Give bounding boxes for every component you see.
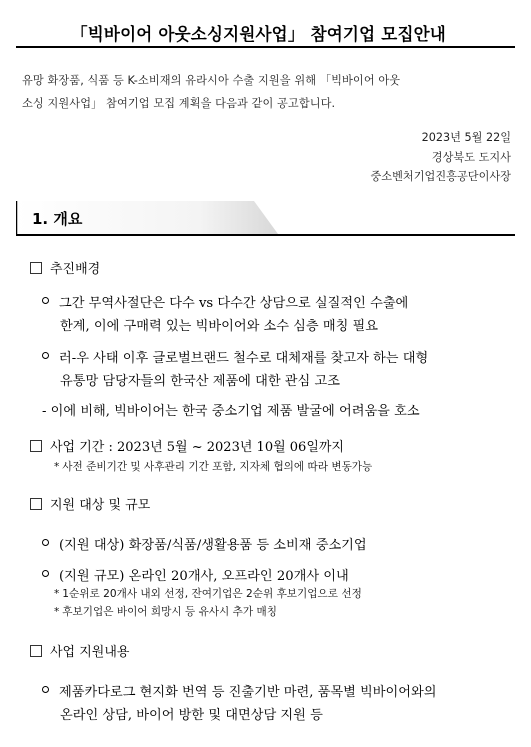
content-line-1: 제품카다로그 현지화 번역 등 진출기반 마련, 품목별 빅바이어와의 (59, 685, 437, 700)
asterisk-icon: * (54, 606, 60, 618)
background-item-2-line-1: 러-우 사태 이후 글로벌브랜드 철수로 대체재를 찾고자 하는 대형 (59, 351, 429, 366)
heading-target (30, 494, 150, 513)
checkbox-square-icon (30, 498, 42, 510)
heading-content (30, 641, 129, 660)
content-line-2: 온라인 상담, 바이어 방한 및 대면상담 지원 등 (60, 708, 323, 723)
period-note (54, 459, 372, 474)
checkbox-square-icon (30, 440, 42, 452)
title-underline (16, 46, 515, 48)
section-title: 1. 개요 (32, 210, 83, 228)
page-title: 「빅바이어 아웃소싱지원사업」 참여기업 모집안내 (70, 25, 447, 45)
circle-bullet-icon (42, 570, 49, 577)
background-item-1-line-2: 한계, 이에 구매력 있는 빅바이어와 소수 심층 매칭 필요 (60, 319, 378, 334)
heading-background-label: 추진배경 (50, 262, 101, 277)
asterisk-icon: * (54, 588, 60, 600)
target-item-2-text: (지원 규모) 온라인 20개사, 오프라인 20개사 이내 (59, 569, 349, 584)
issuer-agency: 중소벤처기업진흥공단이사장 (370, 170, 511, 183)
background-item-1 (42, 292, 408, 311)
announcement-date: 2023년 5월 22일 (421, 131, 511, 144)
content-item (42, 681, 437, 700)
circle-bullet-icon (42, 352, 49, 359)
circle-bullet-icon (42, 297, 49, 304)
period-note-text: 사전 준비기간 및 사후관리 기간 포함, 지자체 협의에 따라 변동가능 (62, 461, 373, 473)
asterisk-icon: * (54, 461, 60, 473)
intro-line-2: 소싱 지원사업」 참여기업 모집 계획을 다음과 같이 공고합니다. (22, 97, 336, 110)
target-item-2 (42, 565, 349, 584)
heading-target-label: 지원 대상 및 규모 (50, 498, 151, 513)
background-item-2-line-2: 유통망 담당자들의 한국산 제품에 대한 관심 고조 (60, 374, 340, 389)
checkbox-square-icon (30, 262, 42, 274)
target-note-2 (54, 604, 277, 619)
circle-bullet-icon (42, 686, 49, 693)
heading-content-label: 사업 지원내용 (50, 645, 130, 660)
target-item-1 (42, 534, 367, 553)
section-underline (16, 234, 515, 236)
background-dash-item: - 이에 비해, 빅바이어는 한국 중소기업 제품 발굴에 어려움을 호소 (42, 404, 420, 419)
heading-background (30, 258, 100, 277)
background-item-1-line-1: 그간 무역사절단은 다수 vs 다수간 상담으로 실질적인 수출에 (59, 296, 409, 311)
target-item-1-text: (지원 대상) 화장품/식품/생활용품 등 소비재 중소기업 (59, 538, 367, 553)
issuer-governor: 경상북도 도지사 (431, 151, 511, 164)
heading-period-label: 사업 기간 : 2023년 5월 ~ 2023년 10월 06일까지 (50, 440, 344, 455)
circle-bullet-icon (42, 539, 49, 546)
target-note-1-text: 1순위로 20개사 내외 선정, 잔여기업은 2순위 후보기업으로 선정 (62, 588, 362, 600)
checkbox-square-icon (30, 645, 42, 657)
background-item-2 (42, 347, 428, 366)
heading-period (30, 436, 344, 455)
intro-line-1: 유망 화장품, 식품 등 K-소비재의 유라시아 수출 지원을 위해 「빅바이어 아웃 (22, 74, 401, 87)
target-note-1 (54, 586, 362, 601)
target-note-2-text: 후보기업은 바이어 희망시 등 유사시 추가 매칭 (62, 606, 277, 618)
